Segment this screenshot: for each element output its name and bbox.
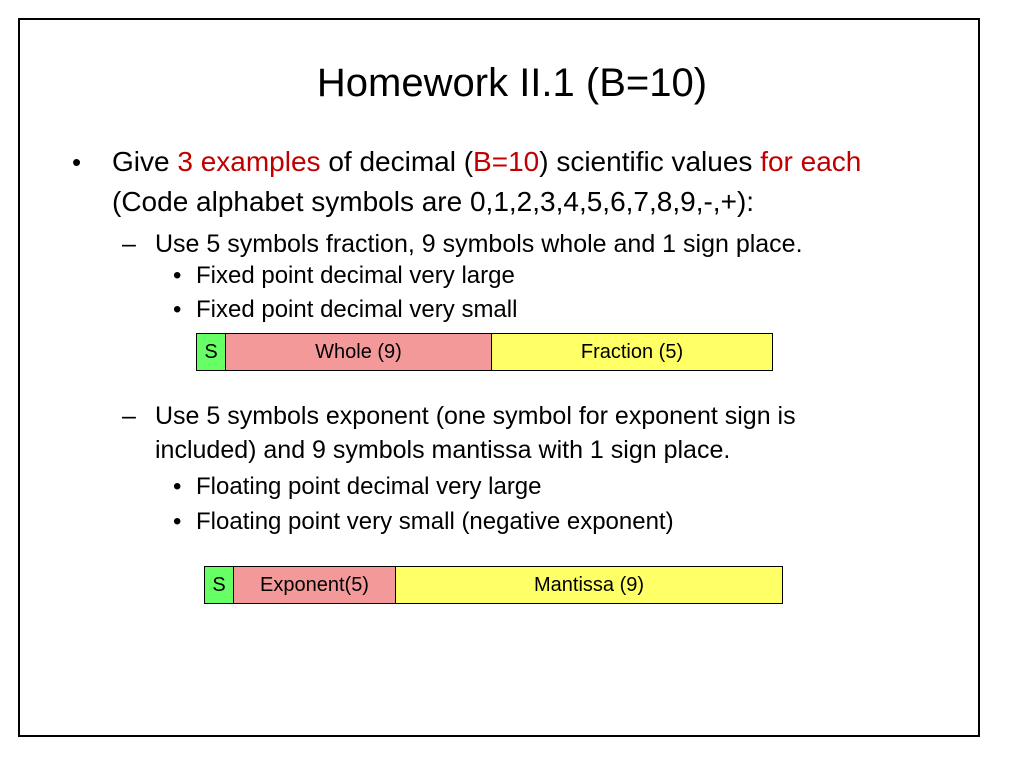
highlight-for-each: for each [760, 146, 862, 177]
text-segment: Give [112, 146, 178, 177]
mantissa-field: Mantissa (9) [395, 566, 783, 604]
dash-marker: – [122, 230, 136, 258]
floating-dash-line2: included) and 9 symbols mantissa with 1 sign place. [155, 436, 731, 464]
floating-item-small: Floating point very small (negative exponent) [196, 508, 674, 535]
dash-marker: – [122, 402, 136, 430]
bullet-dot: • [173, 473, 182, 500]
slide-frame [18, 18, 980, 737]
fixed-item-large: Fixed point decimal very large [196, 262, 515, 289]
bullet-dot: • [173, 262, 182, 289]
fraction-field: Fraction (5) [491, 333, 773, 371]
fixed-dash-text: Use 5 symbols fraction, 9 symbols whole and 1 sign place. [155, 230, 803, 258]
whole-field: Whole (9) [225, 333, 493, 371]
floating-dash-line1: Use 5 symbols exponent (one symbol for exponent sign is [155, 402, 796, 430]
bullet-dot: • [173, 296, 182, 323]
text-segment: ) scientific values [539, 146, 761, 177]
bullet-dot: • [72, 147, 82, 177]
main-bullet-line1 [112, 146, 861, 178]
highlight-3-examples: 3 examples [177, 146, 321, 177]
main-bullet-line2: (Code alphabet symbols are 0,1,2,3,4,5,6,7,8,9,-,+): [112, 186, 755, 217]
floating-item-large: Floating point decimal very large [196, 473, 542, 500]
floating-point-diagram [204, 566, 783, 604]
highlight-base: B=10 [473, 146, 540, 177]
sign-field: S [204, 566, 234, 604]
slide-title: Homework II.1 (B=10) [316, 61, 708, 105]
bullet-dot: • [173, 508, 182, 535]
fixed-item-small: Fixed point decimal very small [196, 296, 518, 323]
text-segment: of decimal ( [320, 146, 474, 177]
exponent-field: Exponent(5) [233, 566, 397, 604]
fixed-point-diagram [196, 333, 773, 371]
sign-field: S [196, 333, 226, 371]
